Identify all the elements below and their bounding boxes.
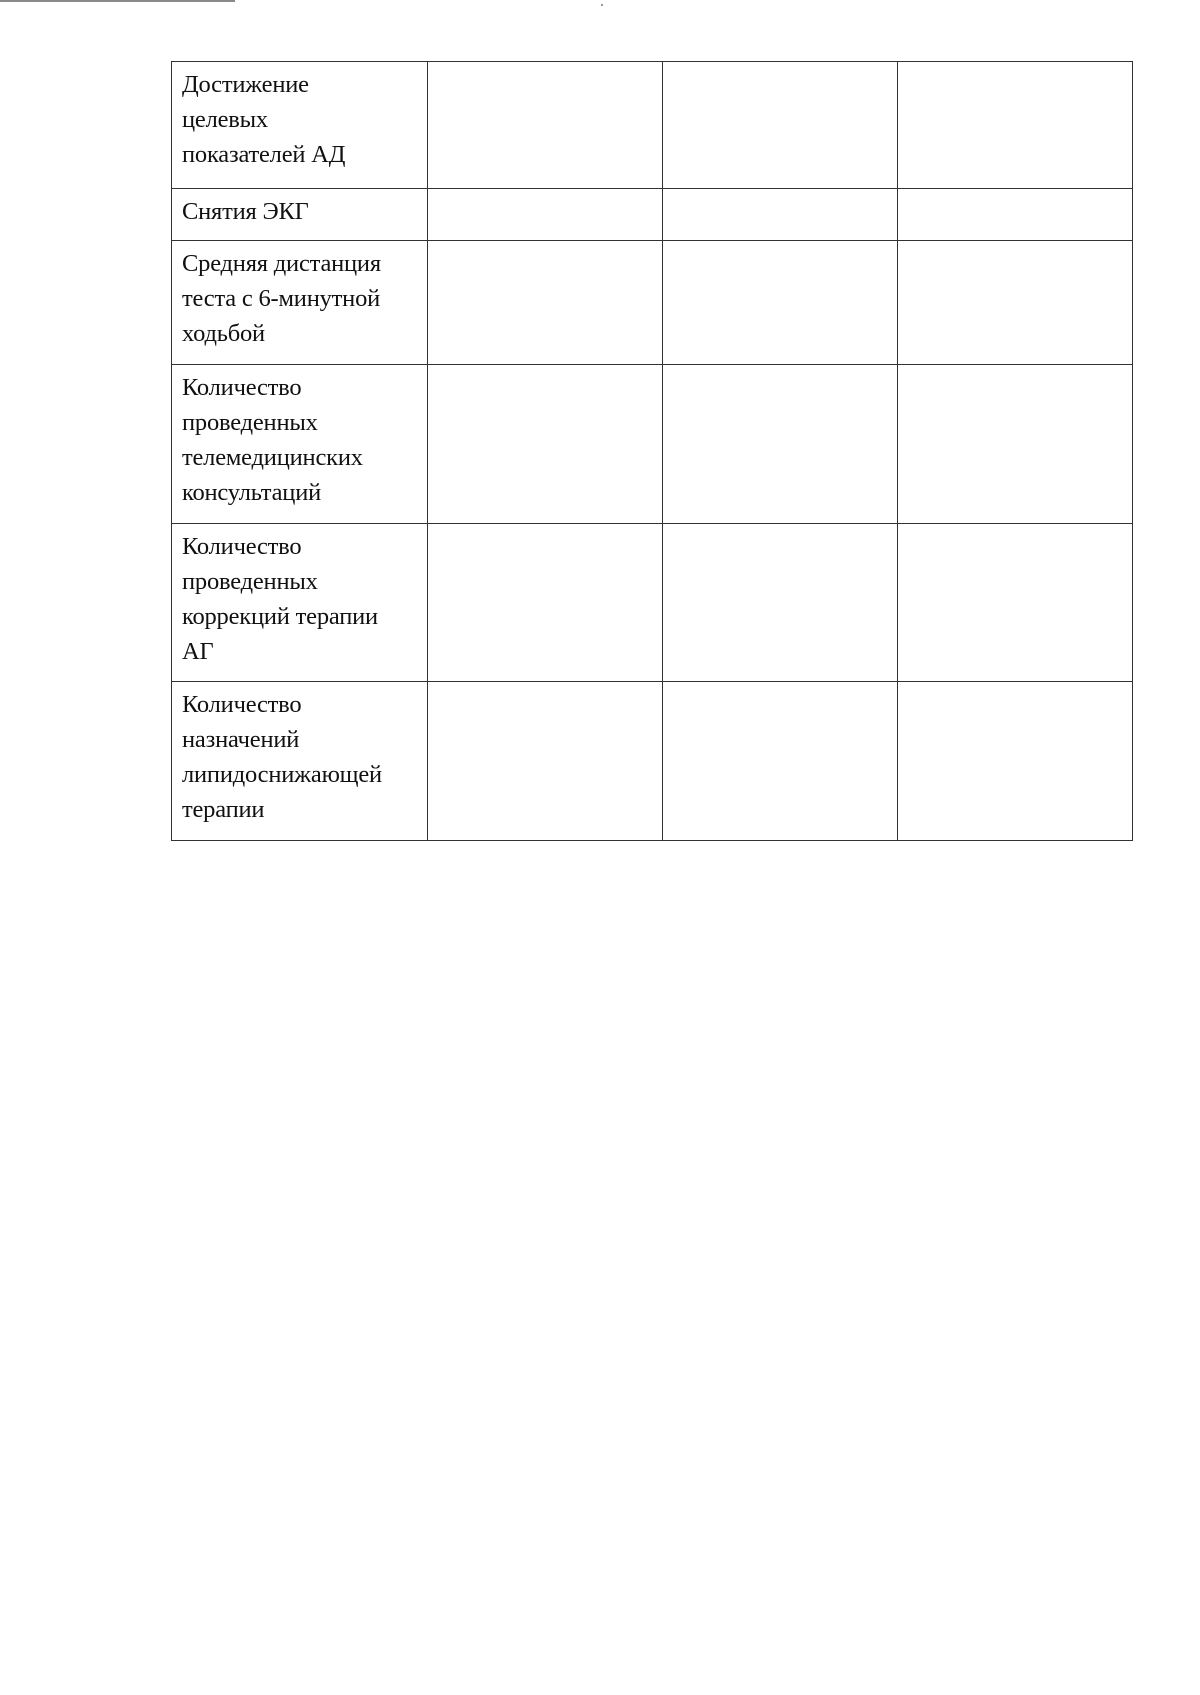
empty-cell <box>898 189 1133 241</box>
empty-cell <box>898 241 1133 365</box>
row-label: Средняя дистанция теста с 6-минутной ходьбой <box>182 250 381 347</box>
empty-cell <box>898 365 1133 524</box>
row-label-cell <box>172 189 428 241</box>
row-label: Количество проведенных телемедицинских консультаций <box>182 374 363 506</box>
empty-cell <box>898 524 1133 682</box>
indicators-table <box>171 61 1133 841</box>
scan-speck <box>601 4 603 6</box>
table-row <box>172 62 1133 189</box>
table-row <box>172 189 1133 241</box>
table-row <box>172 682 1133 841</box>
row-label: Количество проведенных коррекций терапии АГ <box>182 533 378 665</box>
table-row <box>172 241 1133 365</box>
empty-cell <box>428 682 663 841</box>
empty-cell <box>428 62 663 189</box>
empty-cell <box>663 62 898 189</box>
empty-cell <box>898 62 1133 189</box>
empty-cell <box>663 524 898 682</box>
row-label-cell <box>172 241 428 365</box>
empty-cell <box>428 524 663 682</box>
scan-edge-mark <box>0 0 235 2</box>
empty-cell <box>898 682 1133 841</box>
row-label-cell <box>172 682 428 841</box>
row-label-cell <box>172 524 428 682</box>
table-row <box>172 365 1133 524</box>
row-label-cell <box>172 62 428 189</box>
row-label: Снятия ЭКГ <box>182 198 309 225</box>
row-label-cell <box>172 365 428 524</box>
empty-cell <box>663 241 898 365</box>
row-label: Достижение целевых показателей АД <box>182 71 346 168</box>
table-row <box>172 524 1133 682</box>
empty-cell <box>663 682 898 841</box>
empty-cell <box>663 365 898 524</box>
empty-cell <box>428 365 663 524</box>
row-label: Количество назначений липидоснижающей терапии <box>182 691 382 823</box>
empty-cell <box>428 189 663 241</box>
empty-cell <box>428 241 663 365</box>
empty-cell <box>663 189 898 241</box>
